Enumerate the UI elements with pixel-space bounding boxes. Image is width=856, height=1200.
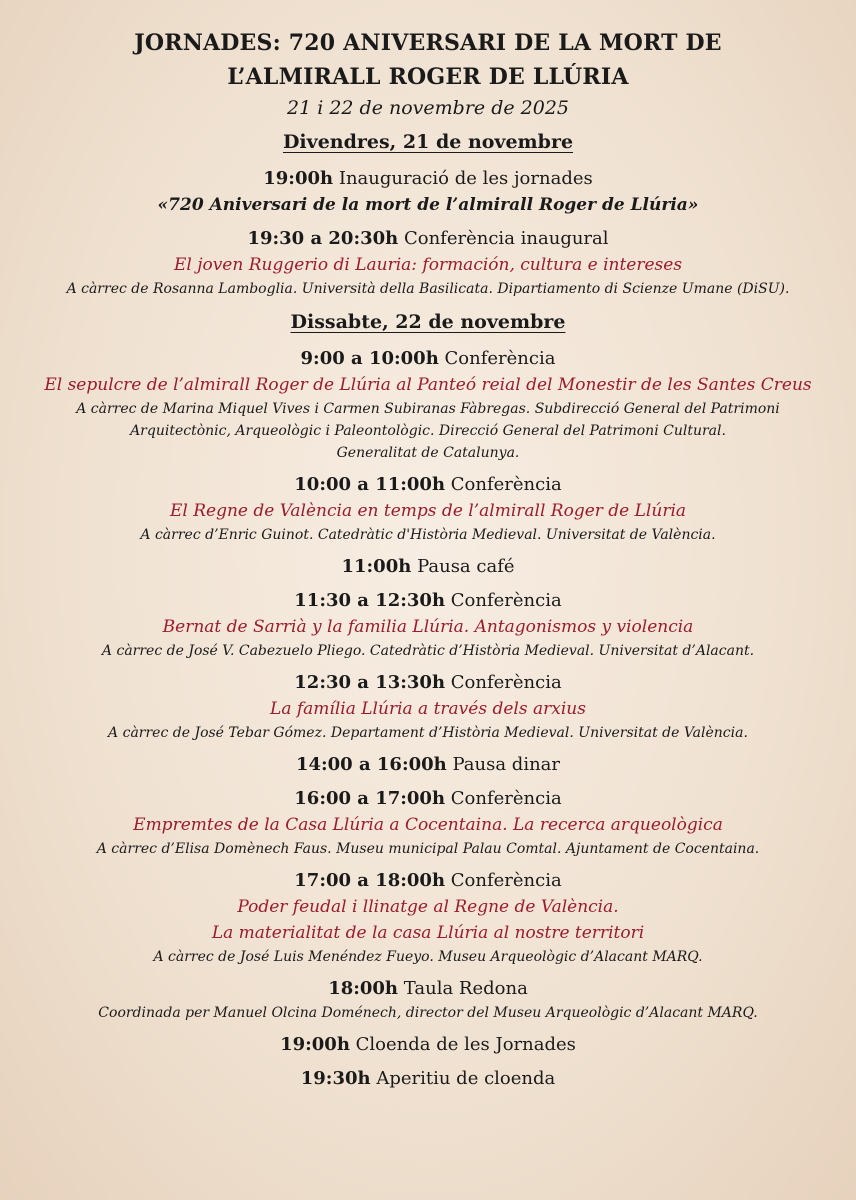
talk-title: Empremtes de la Casa Llúria a Cocentaina. La recerca arqueològica xyxy=(133,815,723,835)
day2-event-1000 xyxy=(0,472,856,546)
event-label: Conferència xyxy=(450,474,562,495)
day2-event-1700 xyxy=(0,868,856,968)
speaker-info: Coordinada per Manuel Olcina Doménech, director del Museu Arqueològic d’Alacant MARQ. xyxy=(98,1005,758,1021)
event-time: 12:30 a 13:30h xyxy=(294,672,446,693)
event-time: 19:00h xyxy=(280,1034,350,1055)
event-time: 11:30 a 12:30h xyxy=(294,590,446,611)
speaker-info-line: Arquitectònic, Arqueològic i Paleontològic. Direcció General del Patrimoni Cultural. xyxy=(130,423,726,439)
talk-title: El sepulcre de l’almirall Roger de Llúria al Panteó reial del Monestir de les Santes Creus xyxy=(44,375,812,395)
talk-title: El Regne de València en temps de l’almirall Roger de Llúria xyxy=(169,501,687,521)
talk-title: La família Llúria a través dels arxius xyxy=(270,699,586,719)
day1-heading: Divendres, 21 de novembre xyxy=(282,131,574,153)
day2-event-1230 xyxy=(0,670,856,744)
day2-event-aperitif xyxy=(0,1066,856,1092)
event-time: 9:00 a 10:00h xyxy=(300,348,439,369)
day1-event-inaugural-conference xyxy=(0,226,856,300)
event-time: 19:30h xyxy=(300,1068,371,1089)
event-label: Inauguració de les jornades xyxy=(338,168,593,189)
event-label: Conferència xyxy=(444,348,556,369)
day2-event-coffee-break xyxy=(0,554,856,580)
title-line-2: L’ALMIRALL ROGER DE LLÚRIA xyxy=(227,64,629,90)
event-label: Aperitiu de cloenda xyxy=(376,1068,556,1089)
event-time: 17:00 a 18:00h xyxy=(294,870,446,891)
day2-event-closing xyxy=(0,1032,856,1058)
event-time: 18:00h xyxy=(328,978,399,999)
event-time: 16:00 a 17:00h xyxy=(294,788,446,809)
speaker-info: A càrrec d’Elisa Domènech Faus. Museu municipal Palau Comtal. Ajuntament de Cocentaina. xyxy=(96,841,760,857)
event-label: Pausa dinar xyxy=(452,754,561,775)
speaker-info: A càrrec de José Luis Menéndez Fueyo. Museu Arqueològic d’Alacant MARQ. xyxy=(153,949,703,965)
talk-title: Bernat de Sarrià y la familia Llúria. Antagonismos y violencia xyxy=(162,617,694,637)
speaker-info: A càrrec d’Enric Guinot. Catedràtic d'Història Medieval. Universitat de València. xyxy=(140,527,716,543)
event-time: 19:30 a 20:30h xyxy=(247,228,399,249)
day2-event-lunch-break xyxy=(0,752,856,778)
event-label: Cloenda de les Jornades xyxy=(355,1034,576,1055)
event-label: Pausa café xyxy=(417,556,515,577)
day2-event-1130 xyxy=(0,588,856,662)
day2-event-1600 xyxy=(0,786,856,860)
event-label: Conferència xyxy=(450,590,562,611)
talk-title-line: Poder feudal i llinatge al Regne de València. xyxy=(237,897,619,917)
talk-title-line: La materialitat de la casa Llúria al nostre territori xyxy=(211,923,645,943)
event-time: 10:00 a 11:00h xyxy=(294,474,446,495)
day2-event-0900 xyxy=(0,346,856,464)
event-label: Taula Redona xyxy=(403,978,528,999)
event-time: 19:00h xyxy=(263,168,334,189)
speaker-info: A càrrec de José Tebar Gómez. Departament d’Història Medieval. Universitat de València. xyxy=(108,725,748,741)
event-label: Conferència inaugural xyxy=(403,228,609,249)
event-time: 11:00h xyxy=(341,556,412,577)
speaker-info-line: Generalitat de Catalunya. xyxy=(336,445,520,461)
event-label: Conferència xyxy=(450,788,562,809)
day2-event-round-table xyxy=(0,976,856,1024)
event-time: 14:00 a 16:00h xyxy=(295,754,447,775)
event-label: Conferència xyxy=(450,672,562,693)
speaker-info-line: A càrrec de Marina Miquel Vives i Carmen Subiranas Fàbregas. Subdirecció General del Patrimoni xyxy=(76,401,780,417)
day1-event-inauguration xyxy=(0,166,856,218)
talk-title: El joven Ruggerio di Lauria: formación, cultura e intereses xyxy=(173,255,683,275)
event-subtitle: «720 Aniversari de la mort de l’almirall Roger de Llúria» xyxy=(157,195,699,215)
day2-heading: Dissabte, 22 de novembre xyxy=(290,311,566,333)
program-content xyxy=(0,26,856,1100)
speaker-info: A càrrec de José V. Cabezuelo Pliego. Catedràtic d’Història Medieval. Universitat d’Alacant. xyxy=(101,643,755,659)
event-dates: 21 i 22 de novembre de 2025 xyxy=(287,97,569,119)
speaker-info: A càrrec de Rosanna Lamboglia. Università della Basilicata. Dipartiamento di Scienze Umane (DiSU). xyxy=(66,281,790,297)
title-line-1: JORNADES: 720 ANIVERSARI DE LA MORT DE xyxy=(134,30,722,56)
event-label: Conferència xyxy=(450,870,562,891)
